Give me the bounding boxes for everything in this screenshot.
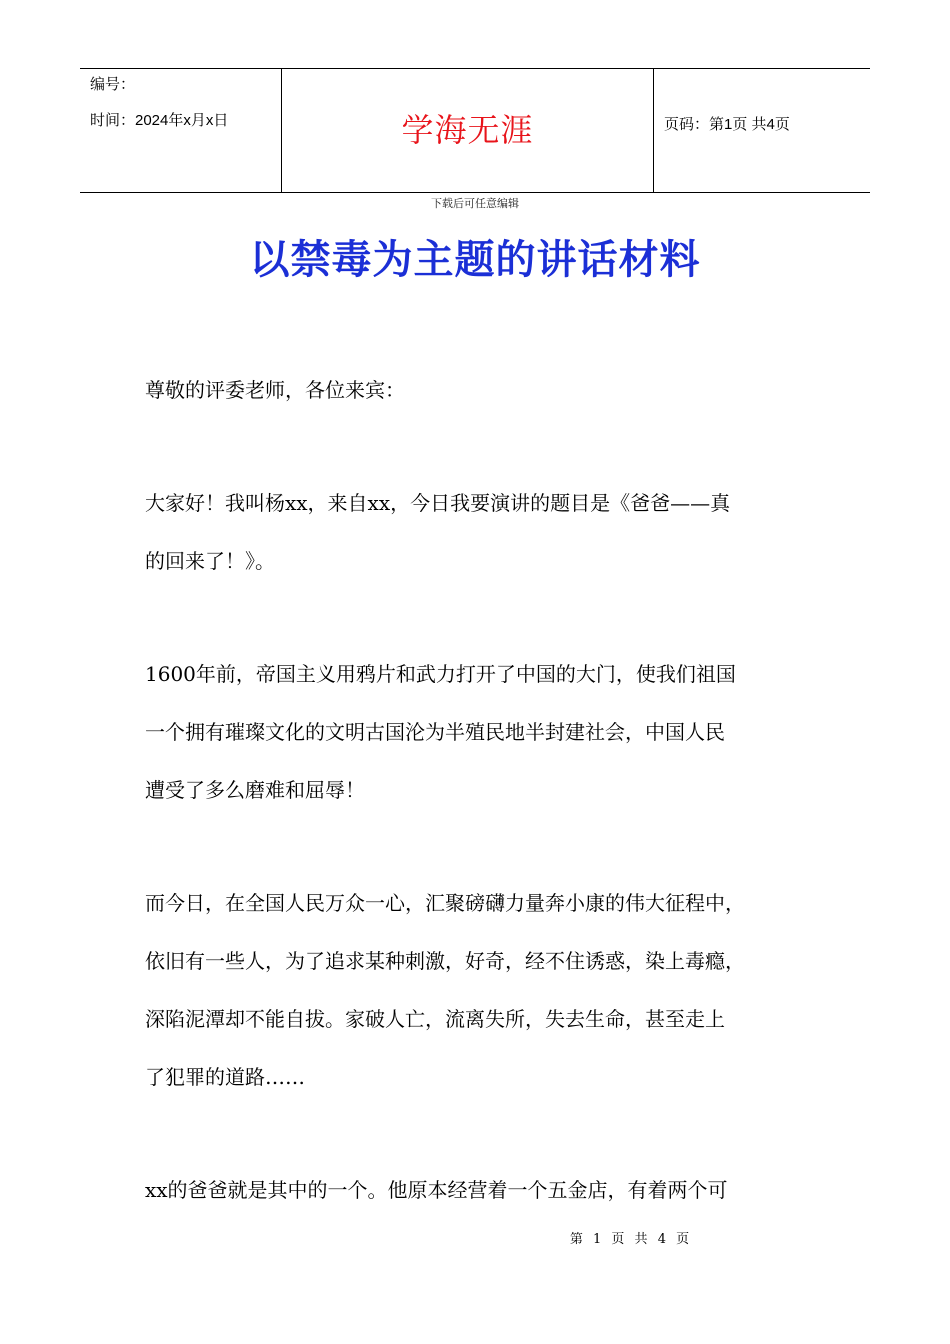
header-brand-cell	[281, 69, 654, 192]
page-count-label: 页码：第1页 共4页	[664, 116, 790, 133]
header-info-cell	[80, 69, 281, 192]
body-line: 的回来了！》。	[145, 549, 275, 573]
header-page-cell	[654, 69, 870, 192]
body-line: 深陷泥潭却不能自拔。家破人亡，流离失所，失去生命，甚至走上	[145, 1007, 725, 1031]
body-line: 大家好！我叫杨xx，来自xx，今日我要演讲的题目是《爸爸——真	[145, 491, 731, 515]
body-line: 了犯罪的道路……	[145, 1065, 305, 1089]
document-number-label: 编号：	[90, 76, 136, 93]
document-time-label: 时间：2024年x月x日	[90, 112, 229, 129]
header-table	[80, 68, 870, 193]
editable-note: 下载后可任意编辑	[431, 197, 519, 210]
document-title: 以禁毒为主题的讲话材料	[249, 236, 701, 283]
body-line: 一个拥有璀璨文化的文明古国沦为半殖民地半封建社会，中国人民	[145, 720, 725, 744]
body-line: 1600年前，帝国主义用鸦片和武力打开了中国的大门，使我们祖国	[145, 662, 736, 686]
body-line: 遭受了多么磨难和屈辱！	[145, 778, 365, 802]
page-footer: 第 1 页 共 4 页	[569, 1232, 693, 1247]
body-line: xx的爸爸就是其中的一个。他原本经营着一个五金店，有着两个可	[145, 1178, 728, 1202]
body-line: 依旧有一些人，为了追求某种刺激，好奇，经不住诱惑，染上毒瘾，	[145, 949, 745, 973]
body-line: 而今日，在全国人民万众一心，汇聚磅礴力量奔小康的伟大征程中，	[145, 891, 745, 915]
brand-title: 学海无涯	[401, 111, 534, 149]
body-line: 尊敬的评委老师，各位来宾：	[145, 378, 405, 402]
